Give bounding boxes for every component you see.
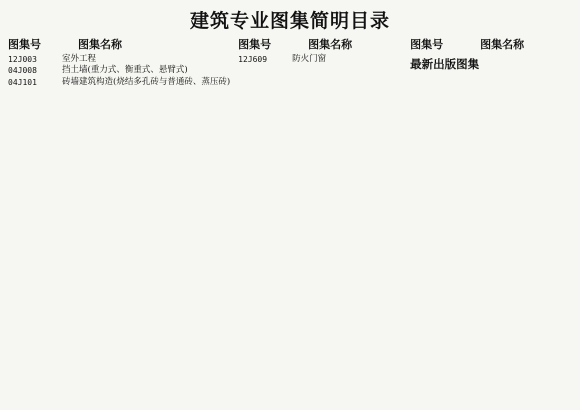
header-code: 图集号 (238, 38, 272, 51)
header-code: 图集号 (8, 38, 41, 51)
entry-code: 04J101 (8, 77, 37, 87)
column-header (238, 36, 402, 52)
entry-name: 砖墙建筑构造(烧结多孔砖与普通砖、蒸压砖) (62, 76, 231, 87)
column-header (8, 36, 230, 52)
catalog-column (410, 36, 574, 371)
entry-name: 防火门窗 (292, 54, 327, 64)
catalog-entry (238, 54, 402, 65)
catalog-entry (8, 77, 230, 88)
entry-name: 室外工程 (62, 54, 97, 64)
header-name: 图集名称 (308, 38, 353, 51)
catalog-column (238, 36, 402, 371)
entry-code: 12J609 (238, 55, 268, 64)
catalog-entry (8, 54, 230, 65)
catalog-columns (8, 36, 574, 371)
catalog-column (8, 36, 230, 371)
entry-code: 12J003 (8, 55, 37, 64)
column-header (410, 36, 574, 52)
header-name: 图集名称 (78, 38, 122, 51)
entry-name: 挡土墙(重力式、衡重式、悬臂式) (62, 65, 188, 76)
header-name: 图集名称 (480, 38, 525, 51)
catalog-entry (8, 65, 230, 76)
page-title: 建筑专业图集简明目录 (189, 10, 390, 32)
header-code: 图集号 (410, 38, 444, 51)
section-title: 最新出版图集 (410, 57, 480, 71)
entry-code: 04J008 (8, 66, 37, 76)
